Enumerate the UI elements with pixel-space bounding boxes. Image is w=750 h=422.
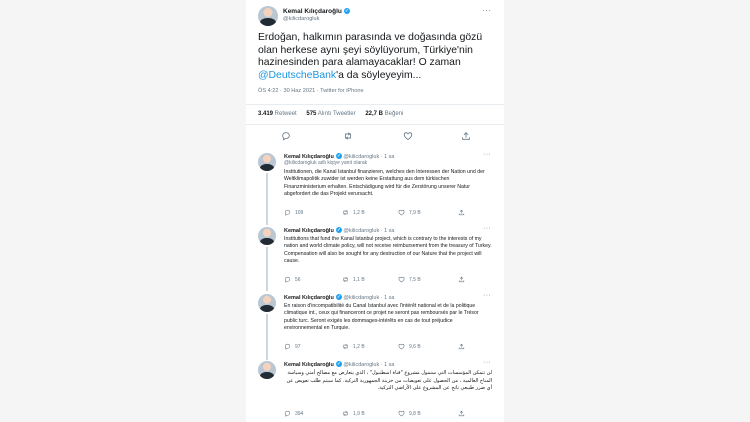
thread-connector bbox=[266, 314, 268, 360]
share-button[interactable] bbox=[458, 209, 465, 216]
divider bbox=[246, 124, 504, 125]
author-handle[interactable]: @kilicdarogluk bbox=[283, 16, 320, 22]
more-options-icon[interactable]: ··· bbox=[483, 292, 492, 299]
retweet-icon bbox=[342, 209, 349, 216]
quote-count-link[interactable]: 575 Alıntı Tweetler bbox=[306, 111, 356, 117]
like-icon bbox=[398, 276, 405, 283]
retweet-button[interactable]: 1,2 B bbox=[342, 343, 365, 350]
more-options-icon[interactable]: ··· bbox=[482, 6, 492, 15]
like-count-link[interactable]: 22,7 B Beğeni bbox=[365, 111, 404, 117]
reply-text: لن تتمكن المؤسسات التي ستمول مشروع "قناة اسطنبول" ، الذي يتعارض مع مصالح أمتي وسياسة المناخ العالمية ، من الحصول على تعويضات من خزينة الجمهورية التركية. كما سيتم طلب تعويض عن أي ضرر طبيعي ناتج عن المشروع على الأراضي التركية. bbox=[286, 370, 492, 391]
share-icon bbox=[458, 343, 465, 350]
like-button[interactable] bbox=[402, 130, 414, 142]
like-icon bbox=[398, 209, 405, 216]
reply-button[interactable] bbox=[280, 130, 292, 142]
reply-button[interactable]: 97 bbox=[284, 343, 301, 350]
tweet-meta[interactable]: ÖS 4:22 · 30 Haz 2021 · Twitter for iPhone bbox=[258, 88, 364, 94]
retweet-button[interactable]: 1,1 B bbox=[342, 276, 365, 283]
share-button[interactable] bbox=[460, 130, 472, 142]
author-name[interactable]: Kemal Kılıçdaroğlu ✓ bbox=[283, 8, 349, 15]
reply-icon bbox=[284, 276, 291, 283]
share-button[interactable] bbox=[458, 410, 465, 417]
share-icon bbox=[458, 410, 465, 417]
reply-icon bbox=[281, 131, 291, 141]
reply-icon bbox=[284, 343, 291, 350]
retweet-icon bbox=[342, 343, 349, 350]
reply-header: Kemal Kılıçdaroğlu ✓ @kilicdarogluk · 1 sa bbox=[284, 153, 395, 160]
retweet-button[interactable]: 1,9 B bbox=[342, 410, 365, 417]
author-avatar[interactable] bbox=[258, 227, 276, 245]
tweet-text: Erdoğan, halkımın parasında ve doğasında gözü olan herkese aynı şeyi söylüyorum, Türkiye'nin hazinesinden para alamayacaklar! O zaman @DeutscheBank'a da söyleyeyim... bbox=[258, 32, 483, 81]
share-icon bbox=[458, 276, 465, 283]
retweet-icon bbox=[342, 410, 349, 417]
retweet-icon bbox=[342, 276, 349, 283]
reply-icon bbox=[284, 209, 291, 216]
reply-icon bbox=[284, 410, 291, 417]
like-button[interactable]: 7,9 B bbox=[398, 209, 421, 216]
reply-header: Kemal Kılıçdaroğlu ✓ @kilicdarogluk · 1 sa bbox=[284, 294, 395, 301]
author-avatar[interactable] bbox=[258, 294, 276, 312]
thread-connector bbox=[266, 173, 268, 225]
like-icon bbox=[398, 343, 405, 350]
mention-link[interactable]: @DeutscheBank bbox=[258, 69, 337, 81]
verified-badge-icon: ✓ bbox=[336, 294, 341, 299]
reply-button[interactable]: 109 bbox=[284, 209, 303, 216]
reply-thread bbox=[246, 148, 504, 422]
reply-button[interactable]: 394 bbox=[284, 410, 303, 417]
reply-text: Institutionen, die Kanal Istanbul finanzieren, welches den Interessen der Nation und der Weltklimapolitik zuwider ist werden keine Erstattung aus dem türkischen Finanzministerium erhalten. Entschädigung wird für die Zerstörung unserer Natur abgefordert die das Projekt verursacht. bbox=[284, 169, 485, 197]
retweet-count-link[interactable]: 3.419 Retweet bbox=[258, 111, 297, 117]
retweet-button[interactable] bbox=[342, 130, 354, 142]
like-icon bbox=[398, 410, 405, 417]
reply-header: Kemal Kılıçdaroğlu ✓ @kilicdarogluk · 1 sa bbox=[284, 361, 395, 368]
like-button[interactable]: 9,6 B bbox=[398, 343, 421, 350]
verified-badge-icon: ✓ bbox=[336, 153, 341, 158]
share-icon bbox=[461, 131, 471, 141]
main-tweet bbox=[246, 0, 504, 148]
share-icon bbox=[458, 209, 465, 216]
divider bbox=[246, 104, 504, 105]
reply-text: En raison d'incompatibilité du Canal Istanbul avec l'intérêt national et de la politique climatique int., ceux qui financeront ce projet ne seront pas remboursés par le Trésor public turc. Seront exigés les dommages-intérêts en cas de tout préjudice environnemental en Turquie. bbox=[284, 303, 479, 331]
more-options-icon[interactable]: ··· bbox=[483, 225, 492, 232]
like-icon bbox=[403, 131, 413, 141]
more-options-icon[interactable]: ··· bbox=[483, 359, 492, 366]
verified-badge-icon: ✓ bbox=[344, 8, 349, 13]
thread-connector bbox=[266, 247, 268, 291]
author-avatar[interactable] bbox=[258, 153, 276, 171]
tweet-stats bbox=[258, 111, 411, 117]
more-options-icon[interactable]: ··· bbox=[483, 151, 492, 158]
author-avatar[interactable] bbox=[258, 361, 276, 379]
screenshot-sheet bbox=[246, 0, 504, 422]
reply-button[interactable]: 56 bbox=[284, 276, 301, 283]
verified-badge-icon: ✓ bbox=[336, 227, 341, 232]
reply-text: Institutions that fund the Kanal Istanbul project, which is contrary to the interests of my nation and world climate policy, will not receive reimbursement from the treasury of Turkey. Compensation will also be sought for any destruction of our Nature that the project will cause. bbox=[284, 236, 492, 264]
like-button[interactable]: 7,5 B bbox=[398, 276, 421, 283]
retweet-icon bbox=[343, 131, 353, 141]
author-avatar[interactable] bbox=[258, 6, 278, 26]
share-button[interactable] bbox=[458, 343, 465, 350]
reply-header: Kemal Kılıçdaroğlu ✓ @kilicdarogluk · 1 sa bbox=[284, 227, 395, 234]
verified-badge-icon: ✓ bbox=[336, 361, 341, 366]
like-button[interactable]: 9,8 B bbox=[398, 410, 421, 417]
retweet-button[interactable]: 1,2 B bbox=[342, 209, 365, 216]
replying-to[interactable]: @kilicdarogluk adlı kişiye yanıt olarak bbox=[284, 160, 368, 166]
share-button[interactable] bbox=[458, 276, 465, 283]
